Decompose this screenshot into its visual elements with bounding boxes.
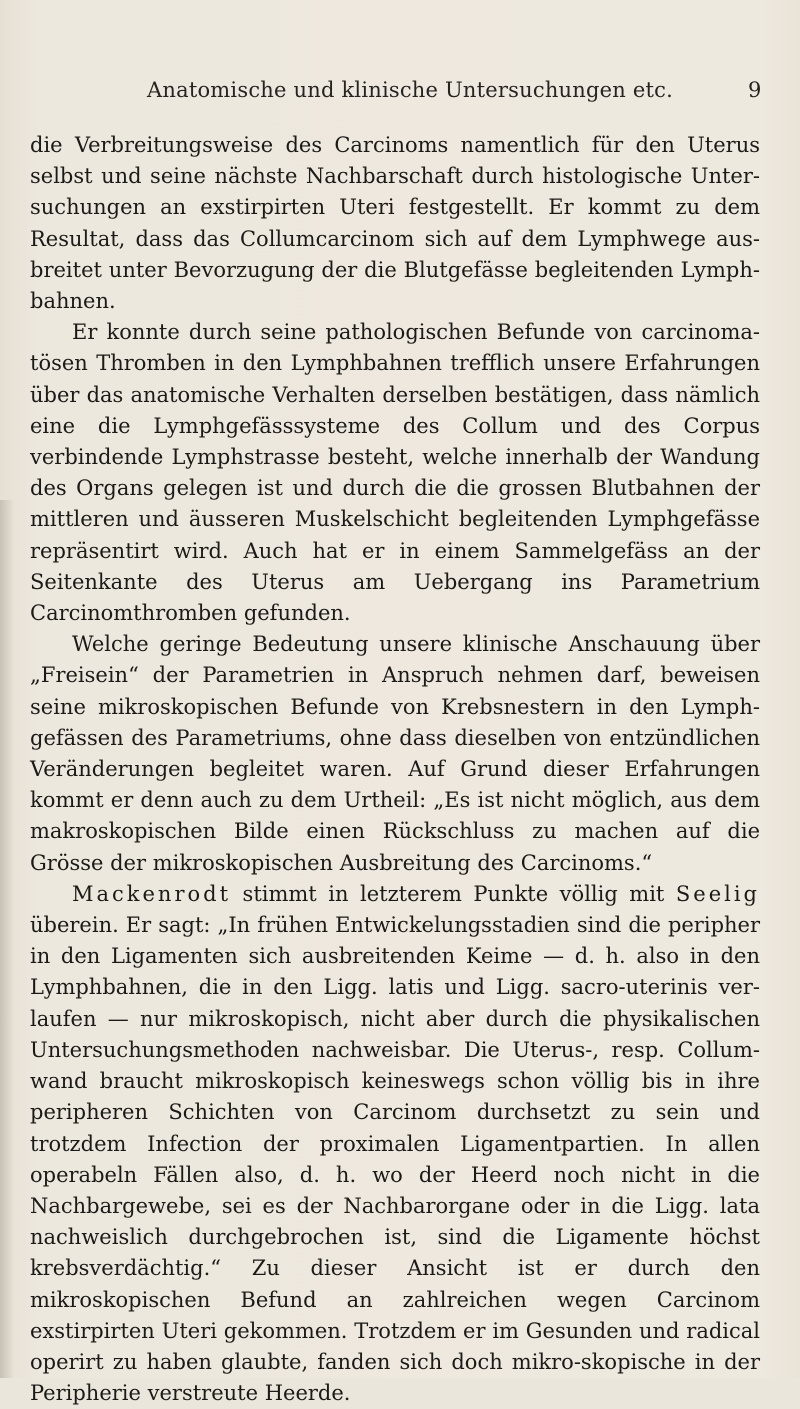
paragraph-3: Welche geringe Bedeutung unsere klinische Anschauung über „Freisein“ der Parametrien in Anspruch nehmen darf, beweisen seine mikroskopischen Befunde von Krebsnestern in den Lymph-gefässen des Parametriums, ohne dass dieselben von entzündlichen Veränderungen begleitet waren. Auf Grund dieser Erfahrungen kommt er denn auch zu dem Urtheil: „Es ist nicht möglich, aus dem makroskopischen Bilde einen Rückschluss zu machen auf die Grösse der mikroskopischen Ausbreitung des Carcinoms.“ — [30, 632, 760, 875]
paragraph-2: Er konnte durch seine pathologischen Befunde von carcinoma-tösen Thromben in den Lymphbahnen trefflich unsere Erfahrungen über das anatomische Verhalten derselben bestätigen, dass nämlich eine die Lymphgefässsysteme des Collum und des Corpus verbindende Lymphstrasse besteht, welche innerhalb der Wandung des Organs gelegen ist und durch die die grossen Blutbahnen der mittleren und äusseren Muskelschicht begleitenden Lymphgefässe repräsentirt wird. Auch hat er in einem Sammelgefäss an der Seitenkante des Uterus am Uebergang ins Parametrium Carcinomthromben gefunden. — [30, 320, 760, 626]
page-number: 9 — [748, 78, 762, 102]
author-name-mackenrodt: Mackenrodt — [72, 881, 232, 906]
paragraph-4 — [30, 879, 760, 1409]
paragraph-4-middle: stimmt in letzterem Punkte völlig mit — [231, 881, 676, 906]
author-name-seelig: Seelig — [675, 881, 760, 906]
paragraph-1: die Verbreitungsweise des Carcinoms namentlich für den Uterus selbst und seine nächste Nachbarschaft durch histologische Unter-suchungen an exstirpirten Uteri festgestellt. Er kommt zu dem Resultat, dass das Collumcarcinom sich auf dem Lymphwege aus-breitet unter Bevorzugung der die Blutgefässe begleitenden Lymph-bahnen. — [30, 133, 760, 314]
running-title: Anatomische und klinische Untersuchungen etc. — [147, 78, 673, 102]
paragraph-4-text: überein. Er sagt: „In frühen Entwickelungsstadien sind die peripher in den Ligamenten sich ausbreitenden Keime — d. h. also in den Lymphbahnen, die in den Ligg. latis und Ligg. sacro-uterinis ver-laufen — nur mikroskopisch, nicht aber durch die physikalischen Untersuchungsmethoden nachweisbar. Die Uterus-, resp. Collum-wand braucht mikroskopisch keineswegs schon völlig bis in ihre peripheren Schichten von Carcinom durchsetzt zu sein und trotzdem Infection der proximalen Ligamentpartien. In allen operabeln Fällen also, d. h. wo der Heerd noch nicht in die Nachbargewebe, sei es der Nachbarorgane oder in die Ligg. lata nachweislich durchgebrochen ist, sind die Ligamente höchst krebsverdächtig.“ Zu dieser Ansicht ist er durch den mikroskopischen Befund an zahlreichen wegen Carcinom exstirpirten Uteri gekommen. Trotzdem er im Gesunden und radical operirt zu haben glaubte, fanden sich doch mikro-skopische in der Peripherie verstreute Heerde. — [30, 913, 760, 1406]
body-text — [30, 130, 760, 1409]
binding-shadow — [0, 500, 14, 1378]
